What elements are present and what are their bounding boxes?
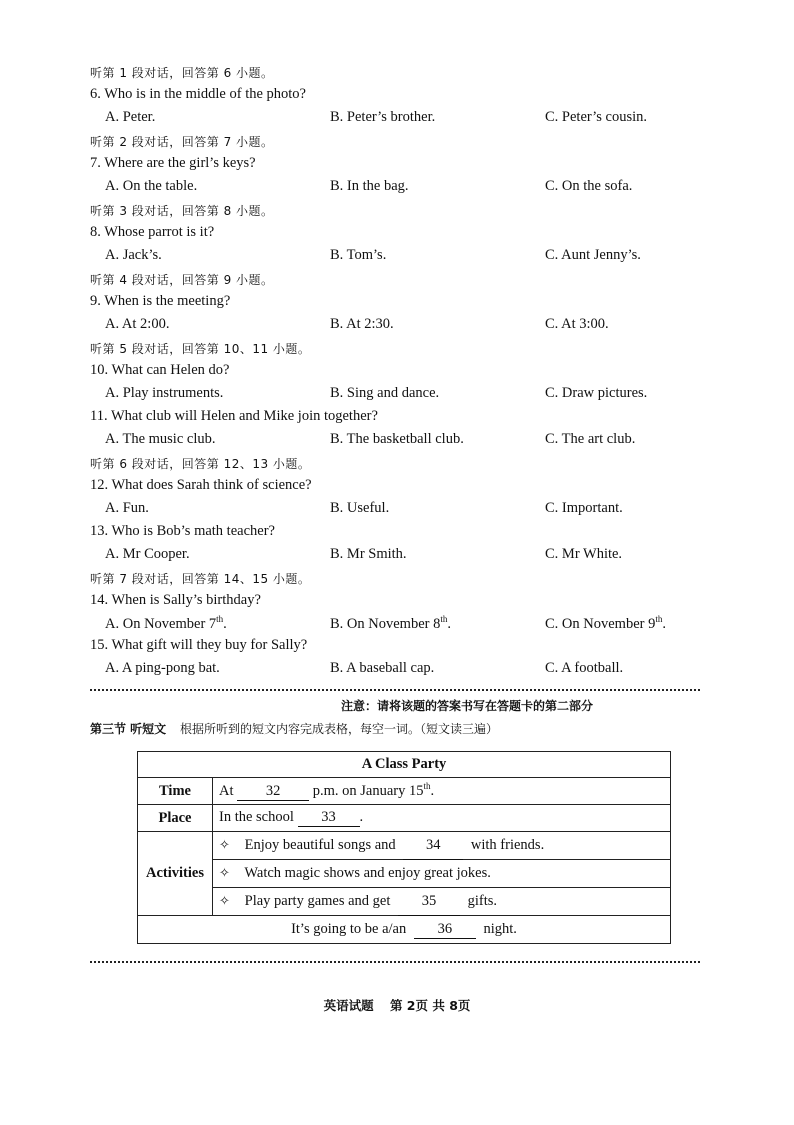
activity-3-suffix: gifts. <box>467 893 498 909</box>
time-label: Time <box>138 778 213 805</box>
blank-32: 32 <box>237 783 309 801</box>
question-10: 10. What can Helen do? <box>90 362 230 378</box>
footer-suffix: night. <box>483 920 517 937</box>
q10-option-a: A. Play instruments. <box>105 385 224 401</box>
table-footer <box>138 916 671 944</box>
q7-option-c: C. On the sofa. <box>545 178 633 194</box>
q12-option-c: C. Important. <box>545 500 623 516</box>
dotted-divider-top <box>90 689 700 691</box>
answer-notice <box>0 697 794 714</box>
q14-option-c-sup: th <box>655 614 663 624</box>
q13-option-b: B. Mr Smith. <box>330 546 407 562</box>
question-15: 15. What gift will they buy for Sally? <box>90 637 308 653</box>
q13-option-c: C. Mr White. <box>545 546 623 562</box>
time-suffix: p.m. on January 15 <box>312 782 424 799</box>
q14-option-b-text: B. On November 8 <box>330 615 441 632</box>
blank-36: 36 <box>414 921 476 939</box>
activity-3 <box>213 888 670 915</box>
question-11: 11. What club will Helen and Mike join together? <box>90 408 378 424</box>
q14-option-c-suffix: . <box>662 615 666 632</box>
footer-page-number: 第 2页 共 8页 <box>389 998 471 1013</box>
section-3-heading <box>90 720 498 737</box>
question-7: 7. Where are the girl’s keys? <box>90 155 256 171</box>
activity-3-prefix: Play party games and get <box>244 893 391 909</box>
q14-option-a-text: A. On November 7 <box>105 615 217 632</box>
activity-1 <box>213 832 670 860</box>
q7-option-a: A. On the table. <box>105 178 198 194</box>
section-3-instruction: 根据所听到的短文内容完成表格，每空一词。（短文读三遍） <box>180 722 499 736</box>
activities-cell <box>213 832 671 916</box>
q6-option-a: A. Peter. <box>105 109 156 125</box>
question-12: 12. What does Sarah think of science? <box>90 477 312 493</box>
section-label-5: 听第 5 段对话，回答第 10、11 小题。 <box>90 342 311 356</box>
q10-option-b: B. Sing and dance. <box>330 385 440 401</box>
q15-option-b: B. A baseball cap. <box>330 660 435 676</box>
page-footer <box>0 996 794 1014</box>
time-prefix: At <box>219 782 234 799</box>
blank-35: 35 <box>398 888 460 916</box>
q14-option-b <box>330 614 451 633</box>
footer-subject: 英语试题 <box>323 998 374 1013</box>
footer-prefix: It’s going to be a/an <box>291 920 407 937</box>
q8-option-b: B. Tom’s. <box>330 247 387 263</box>
q14-option-b-suffix: . <box>447 615 451 632</box>
blank-33: 33 <box>298 809 360 827</box>
section-label-2: 听第 2 段对话，回答第 7 小题。 <box>90 135 274 149</box>
q15-option-a: A. A ping-pong bat. <box>105 660 220 676</box>
class-party-table <box>137 751 671 944</box>
q11-option-a: A. The music club. <box>105 431 216 447</box>
answer-notice-text: 注意：请将该题的答案书写在答题卡的第二部分 <box>340 699 593 713</box>
place-prefix: In the school <box>219 809 294 825</box>
q14-option-c <box>545 614 666 633</box>
q11-option-c: C. The art club. <box>545 431 636 447</box>
q14-option-a <box>105 614 227 633</box>
q10-option-c: C. Draw pictures. <box>545 385 648 401</box>
time-cell: At 32 p.m. on January 15th. <box>213 778 671 805</box>
q7-option-b: B. In the bag. <box>330 178 409 194</box>
place-label: Place <box>138 805 213 832</box>
q9-option-b: B. At 2:30. <box>330 316 394 332</box>
q14-option-c-text: C. On November 9 <box>545 615 656 632</box>
section-label-3: 听第 3 段对话，回答第 8 小题。 <box>90 204 274 218</box>
question-9: 9. When is the meeting? <box>90 293 231 309</box>
bullet-icon: ✧ <box>219 894 230 909</box>
section-3-title: 第三节 听短文 <box>90 722 167 736</box>
question-8: 8. Whose parrot is it? <box>90 224 215 240</box>
activity-1-suffix: with friends. <box>470 837 545 853</box>
q12-option-a: A. Fun. <box>105 500 149 516</box>
q9-option-c: C. At 3:00. <box>545 316 609 332</box>
q14-option-b-sup: th <box>440 614 448 624</box>
section-label-1: 听第 1 段对话，回答第 6 小题。 <box>90 66 274 80</box>
q12-option-b: B. Useful. <box>330 500 390 516</box>
time-sup: th <box>423 781 431 792</box>
activity-2 <box>213 860 670 888</box>
table-title: A Class Party <box>138 752 671 778</box>
q8-option-c: C. Aunt Jenny’s. <box>545 247 641 263</box>
place-cell: In the school 33 . <box>213 805 671 832</box>
q13-option-a: A. Mr Cooper. <box>105 546 190 562</box>
question-14: 14. When is Sally’s birthday? <box>90 592 261 608</box>
activities-label: Activities <box>138 832 213 916</box>
q14-option-a-suffix: . <box>223 615 227 632</box>
activity-2-text: Watch magic shows and enjoy great jokes. <box>244 865 491 881</box>
section-label-7: 听第 7 段对话，回答第 14、15 小题。 <box>90 572 311 586</box>
section-label-6: 听第 6 段对话，回答第 12、13 小题。 <box>90 457 311 471</box>
q6-option-b: B. Peter’s brother. <box>330 109 436 125</box>
dotted-divider-bottom <box>90 961 700 963</box>
q11-option-b: B. The basketball club. <box>330 431 464 447</box>
question-13: 13. Who is Bob’s math teacher? <box>90 523 275 539</box>
question-6: 6. Who is in the middle of the photo? <box>90 86 306 102</box>
q6-option-c: C. Peter’s cousin. <box>545 109 648 125</box>
section-label-4: 听第 4 段对话，回答第 9 小题。 <box>90 273 274 287</box>
bullet-icon: ✧ <box>219 838 230 853</box>
q8-option-a: A. Jack’s. <box>105 247 162 263</box>
activity-1-prefix: Enjoy beautiful songs and <box>244 837 396 853</box>
q14-option-a-sup: th <box>216 614 224 624</box>
q15-option-c: C. A football. <box>545 660 624 676</box>
q9-option-a: A. At 2:00. <box>105 316 170 332</box>
bullet-icon: ✧ <box>219 866 230 881</box>
blank-34: 34 <box>403 832 463 860</box>
